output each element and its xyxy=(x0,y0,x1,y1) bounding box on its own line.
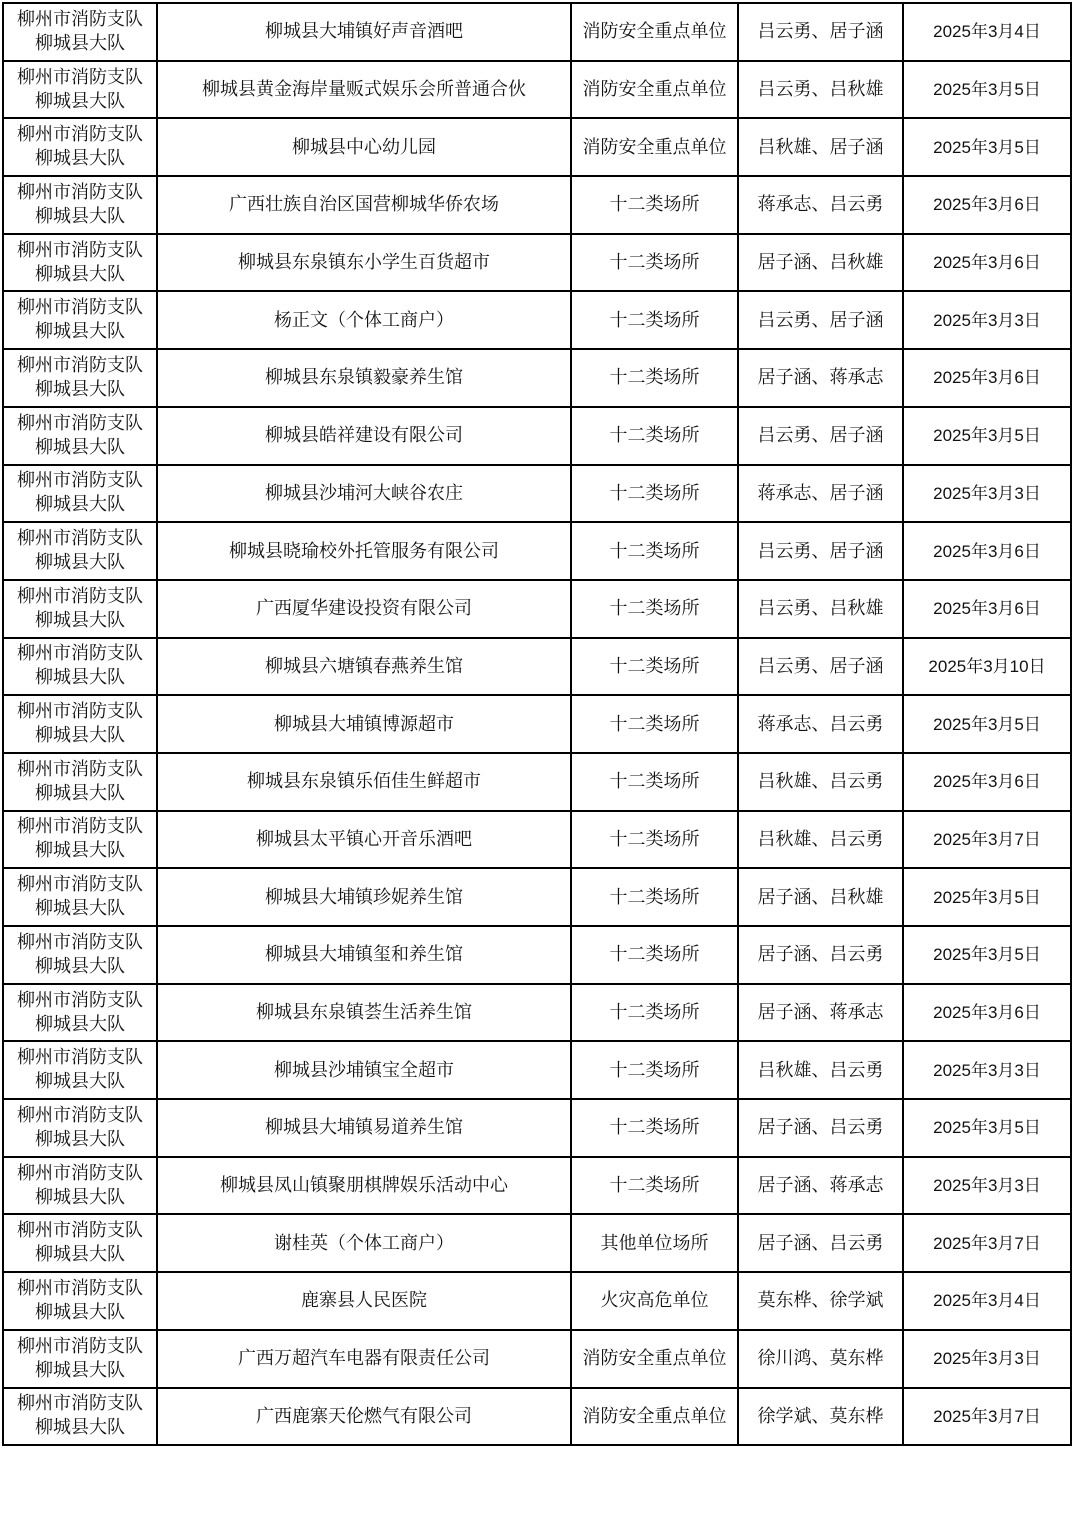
department-line: 柳州市消防支队 xyxy=(17,412,143,434)
department-line: 柳州市消防支队 xyxy=(17,989,143,1011)
department-cell xyxy=(3,234,157,292)
department-cell xyxy=(3,580,157,638)
department-cell xyxy=(3,753,157,811)
table-row xyxy=(3,811,1071,869)
inspectors-cell: 居子涵、吕秋雄 xyxy=(738,868,903,926)
department-line: 柳州市消防支队 xyxy=(17,1047,143,1069)
category-cell: 十二类场所 xyxy=(571,291,738,349)
date-cell: 2025年3月7日 xyxy=(903,1214,1071,1272)
table-row xyxy=(3,1388,1071,1446)
table-row xyxy=(3,580,1071,638)
date-cell: 2025年3月6日 xyxy=(903,580,1071,638)
date-cell: 2025年3月6日 xyxy=(903,522,1071,580)
category-cell: 十二类场所 xyxy=(571,234,738,292)
department-line: 柳州市消防支队 xyxy=(17,816,143,838)
date-cell: 2025年3月6日 xyxy=(903,234,1071,292)
inspectors-cell: 莫东桦、徐学斌 xyxy=(738,1272,903,1330)
department-cell xyxy=(3,3,157,61)
inspectors-cell: 吕秋雄、吕云勇 xyxy=(738,811,903,869)
unit-name-cell: 广西鹿寨天伦燃气有限公司 xyxy=(157,1388,571,1446)
category-cell: 十二类场所 xyxy=(571,580,738,638)
inspectors-cell: 吕秋雄、吕云勇 xyxy=(738,1041,903,1099)
date-cell: 2025年3月6日 xyxy=(903,349,1071,407)
table-row xyxy=(3,638,1071,696)
table-row xyxy=(3,868,1071,926)
date-cell: 2025年3月3日 xyxy=(903,291,1071,349)
inspectors-cell: 居子涵、蒋承志 xyxy=(738,984,903,1042)
category-cell: 十二类场所 xyxy=(571,1099,738,1157)
department-cell xyxy=(3,522,157,580)
department-cell xyxy=(3,811,157,869)
date-cell: 2025年3月6日 xyxy=(903,176,1071,234)
date-cell: 2025年3月10日 xyxy=(903,638,1071,696)
department-line: 柳州市消防支队 xyxy=(17,758,143,780)
table-row xyxy=(3,118,1071,176)
department-line: 柳城县大队 xyxy=(35,90,125,112)
date-cell: 2025年3月5日 xyxy=(903,926,1071,984)
date-cell: 2025年3月5日 xyxy=(903,1099,1071,1157)
table-row xyxy=(3,349,1071,407)
table-row xyxy=(3,1272,1071,1330)
unit-name-cell: 柳城县太平镇心开音乐酒吧 xyxy=(157,811,571,869)
category-cell: 十二类场所 xyxy=(571,1041,738,1099)
department-line: 柳城县大队 xyxy=(35,609,125,631)
category-cell: 十二类场所 xyxy=(571,984,738,1042)
date-cell: 2025年3月3日 xyxy=(903,1330,1071,1388)
category-cell: 消防安全重点单位 xyxy=(571,1388,738,1446)
department-line: 柳州市消防支队 xyxy=(17,931,143,953)
inspectors-cell: 徐学斌、莫东桦 xyxy=(738,1388,903,1446)
unit-name-cell: 柳城县东泉镇乐佰佳生鲜超市 xyxy=(157,753,571,811)
table-row xyxy=(3,291,1071,349)
department-cell xyxy=(3,868,157,926)
unit-name-cell: 柳城县东泉镇荟生活养生馆 xyxy=(157,984,571,1042)
inspectors-cell: 居子涵、吕云勇 xyxy=(738,1099,903,1157)
department-cell xyxy=(3,465,157,523)
department-line: 柳州市消防支队 xyxy=(17,354,143,376)
department-cell xyxy=(3,61,157,119)
unit-name-cell: 柳城县中心幼儿园 xyxy=(157,118,571,176)
department-line: 柳城县大队 xyxy=(35,1128,125,1150)
table-row xyxy=(3,465,1071,523)
date-cell: 2025年3月3日 xyxy=(903,465,1071,523)
department-line: 柳城县大队 xyxy=(35,32,125,54)
department-cell xyxy=(3,291,157,349)
date-cell: 2025年3月7日 xyxy=(903,1388,1071,1446)
department-line: 柳城县大队 xyxy=(35,148,125,170)
department-cell xyxy=(3,1388,157,1446)
department-cell xyxy=(3,984,157,1042)
category-cell: 十二类场所 xyxy=(571,695,738,753)
department-line: 柳城县大队 xyxy=(35,494,125,516)
category-cell: 十二类场所 xyxy=(571,522,738,580)
table-row xyxy=(3,407,1071,465)
department-line: 柳州市消防支队 xyxy=(17,643,143,665)
department-line: 柳州市消防支队 xyxy=(17,701,143,723)
inspectors-cell: 吕秋雄、吕云勇 xyxy=(738,753,903,811)
inspectors-cell: 吕云勇、吕秋雄 xyxy=(738,580,903,638)
category-cell: 消防安全重点单位 xyxy=(571,118,738,176)
department-line: 柳城县大队 xyxy=(35,378,125,400)
department-cell xyxy=(3,1330,157,1388)
department-line: 柳州市消防支队 xyxy=(17,1104,143,1126)
category-cell: 十二类场所 xyxy=(571,176,738,234)
category-cell: 十二类场所 xyxy=(571,349,738,407)
table-row xyxy=(3,1041,1071,1099)
department-line: 柳州市消防支队 xyxy=(17,66,143,88)
unit-name-cell: 柳城县黄金海岸量贩式娱乐会所普通合伙 xyxy=(157,61,571,119)
table-row xyxy=(3,3,1071,61)
inspectors-cell: 居子涵、吕云勇 xyxy=(738,926,903,984)
department-cell xyxy=(3,1099,157,1157)
inspectors-cell: 吕云勇、居子涵 xyxy=(738,407,903,465)
department-line: 柳州市消防支队 xyxy=(17,528,143,550)
inspection-table xyxy=(2,2,1072,1446)
department-line: 柳城县大队 xyxy=(35,1186,125,1208)
department-line: 柳城县大队 xyxy=(35,1071,125,1093)
department-line: 柳城县大队 xyxy=(35,782,125,804)
category-cell: 十二类场所 xyxy=(571,407,738,465)
table-row xyxy=(3,1157,1071,1215)
date-cell: 2025年3月6日 xyxy=(903,984,1071,1042)
department-line: 柳州市消防支队 xyxy=(17,124,143,146)
department-line: 柳城县大队 xyxy=(35,667,125,689)
table-row xyxy=(3,1214,1071,1272)
department-line: 柳城县大队 xyxy=(35,436,125,458)
date-cell: 2025年3月3日 xyxy=(903,1157,1071,1215)
table-row xyxy=(3,522,1071,580)
unit-name-cell: 柳城县凤山镇聚朋棋牌娱乐活动中心 xyxy=(157,1157,571,1215)
department-line: 柳城县大队 xyxy=(35,205,125,227)
department-line: 柳城县大队 xyxy=(35,725,125,747)
category-cell: 十二类场所 xyxy=(571,1157,738,1215)
department-line: 柳州市消防支队 xyxy=(17,585,143,607)
table-row xyxy=(3,695,1071,753)
date-cell: 2025年3月7日 xyxy=(903,811,1071,869)
unit-name-cell: 柳城县大埔镇易道养生馆 xyxy=(157,1099,571,1157)
inspectors-cell: 吕云勇、居子涵 xyxy=(738,291,903,349)
date-cell: 2025年3月4日 xyxy=(903,3,1071,61)
department-cell xyxy=(3,926,157,984)
department-line: 柳城县大队 xyxy=(35,840,125,862)
document-page xyxy=(2,2,1070,1446)
table-row xyxy=(3,753,1071,811)
department-line: 柳州市消防支队 xyxy=(17,1162,143,1184)
date-cell: 2025年3月5日 xyxy=(903,61,1071,119)
inspectors-cell: 居子涵、蒋承志 xyxy=(738,1157,903,1215)
category-cell: 十二类场所 xyxy=(571,868,738,926)
department-cell xyxy=(3,1041,157,1099)
category-cell: 十二类场所 xyxy=(571,465,738,523)
inspectors-cell: 吕云勇、吕秋雄 xyxy=(738,61,903,119)
date-cell: 2025年3月6日 xyxy=(903,753,1071,811)
date-cell: 2025年3月5日 xyxy=(903,118,1071,176)
category-cell: 其他单位场所 xyxy=(571,1214,738,1272)
category-cell: 消防安全重点单位 xyxy=(571,61,738,119)
unit-name-cell: 柳城县大埔镇珍妮养生馆 xyxy=(157,868,571,926)
department-line: 柳城县大队 xyxy=(35,263,125,285)
department-line: 柳城县大队 xyxy=(35,1013,125,1035)
category-cell: 十二类场所 xyxy=(571,638,738,696)
table-row xyxy=(3,234,1071,292)
department-line: 柳州市消防支队 xyxy=(17,1393,143,1415)
unit-name-cell: 柳城县东泉镇东小学生百货超市 xyxy=(157,234,571,292)
unit-name-cell: 柳城县晓瑜校外托管服务有限公司 xyxy=(157,522,571,580)
department-line: 柳州市消防支队 xyxy=(17,1335,143,1357)
date-cell: 2025年3月5日 xyxy=(903,407,1071,465)
department-cell xyxy=(3,1214,157,1272)
unit-name-cell: 柳城县大埔镇博源超市 xyxy=(157,695,571,753)
unit-name-cell: 柳城县东泉镇毅豪养生馆 xyxy=(157,349,571,407)
department-line: 柳城县大队 xyxy=(35,1301,125,1323)
inspectors-cell: 居子涵、吕云勇 xyxy=(738,1214,903,1272)
unit-name-cell: 柳城县沙埔河大峡谷农庄 xyxy=(157,465,571,523)
unit-name-cell: 广西壮族自治区国营柳城华侨农场 xyxy=(157,176,571,234)
department-line: 柳州市消防支队 xyxy=(17,1220,143,1242)
department-cell xyxy=(3,1157,157,1215)
inspectors-cell: 居子涵、吕秋雄 xyxy=(738,234,903,292)
table-row xyxy=(3,926,1071,984)
unit-name-cell: 谢桂英（个体工商户） xyxy=(157,1214,571,1272)
category-cell: 十二类场所 xyxy=(571,811,738,869)
inspectors-cell: 蒋承志、吕云勇 xyxy=(738,176,903,234)
date-cell: 2025年3月4日 xyxy=(903,1272,1071,1330)
unit-name-cell: 广西万超汽车电器有限责任公司 xyxy=(157,1330,571,1388)
department-line: 柳州市消防支队 xyxy=(17,181,143,203)
department-line: 柳城县大队 xyxy=(35,1417,125,1439)
unit-name-cell: 广西厦华建设投资有限公司 xyxy=(157,580,571,638)
table-body xyxy=(3,3,1071,1445)
department-line: 柳州市消防支队 xyxy=(17,297,143,319)
category-cell: 消防安全重点单位 xyxy=(571,3,738,61)
inspectors-cell: 徐川鸿、莫东桦 xyxy=(738,1330,903,1388)
department-cell xyxy=(3,1272,157,1330)
date-cell: 2025年3月5日 xyxy=(903,868,1071,926)
department-cell xyxy=(3,176,157,234)
inspectors-cell: 居子涵、蒋承志 xyxy=(738,349,903,407)
department-cell xyxy=(3,349,157,407)
category-cell: 火灾高危单位 xyxy=(571,1272,738,1330)
department-line: 柳州市消防支队 xyxy=(17,1277,143,1299)
department-line: 柳城县大队 xyxy=(35,1244,125,1266)
unit-name-cell: 柳城县皓祥建设有限公司 xyxy=(157,407,571,465)
inspectors-cell: 蒋承志、居子涵 xyxy=(738,465,903,523)
date-cell: 2025年3月5日 xyxy=(903,695,1071,753)
table-row xyxy=(3,176,1071,234)
unit-name-cell: 柳城县沙埔镇宝全超市 xyxy=(157,1041,571,1099)
date-cell: 2025年3月3日 xyxy=(903,1041,1071,1099)
department-line: 柳州市消防支队 xyxy=(17,470,143,492)
category-cell: 十二类场所 xyxy=(571,926,738,984)
inspectors-cell: 吕秋雄、居子涵 xyxy=(738,118,903,176)
department-line: 柳城县大队 xyxy=(35,321,125,343)
inspectors-cell: 吕云勇、居子涵 xyxy=(738,3,903,61)
table-row xyxy=(3,1330,1071,1388)
inspectors-cell: 蒋承志、吕云勇 xyxy=(738,695,903,753)
unit-name-cell: 柳城县大埔镇好声音酒吧 xyxy=(157,3,571,61)
unit-name-cell: 鹿寨县人民医院 xyxy=(157,1272,571,1330)
table-row xyxy=(3,61,1071,119)
department-cell xyxy=(3,407,157,465)
department-line: 柳城县大队 xyxy=(35,1359,125,1381)
table-row xyxy=(3,984,1071,1042)
department-cell xyxy=(3,695,157,753)
department-line: 柳州市消防支队 xyxy=(17,8,143,30)
inspectors-cell: 吕云勇、居子涵 xyxy=(738,638,903,696)
department-line: 柳州市消防支队 xyxy=(17,239,143,261)
inspectors-cell: 吕云勇、居子涵 xyxy=(738,522,903,580)
table-row xyxy=(3,1099,1071,1157)
unit-name-cell: 柳城县六塘镇春燕养生馆 xyxy=(157,638,571,696)
department-line: 柳城县大队 xyxy=(35,552,125,574)
unit-name-cell: 柳城县大埔镇玺和养生馆 xyxy=(157,926,571,984)
department-line: 柳城县大队 xyxy=(35,898,125,920)
department-line: 柳州市消防支队 xyxy=(17,874,143,896)
department-cell xyxy=(3,118,157,176)
category-cell: 消防安全重点单位 xyxy=(571,1330,738,1388)
department-line: 柳城县大队 xyxy=(35,955,125,977)
department-cell xyxy=(3,638,157,696)
category-cell: 十二类场所 xyxy=(571,753,738,811)
unit-name-cell: 杨正文（个体工商户） xyxy=(157,291,571,349)
